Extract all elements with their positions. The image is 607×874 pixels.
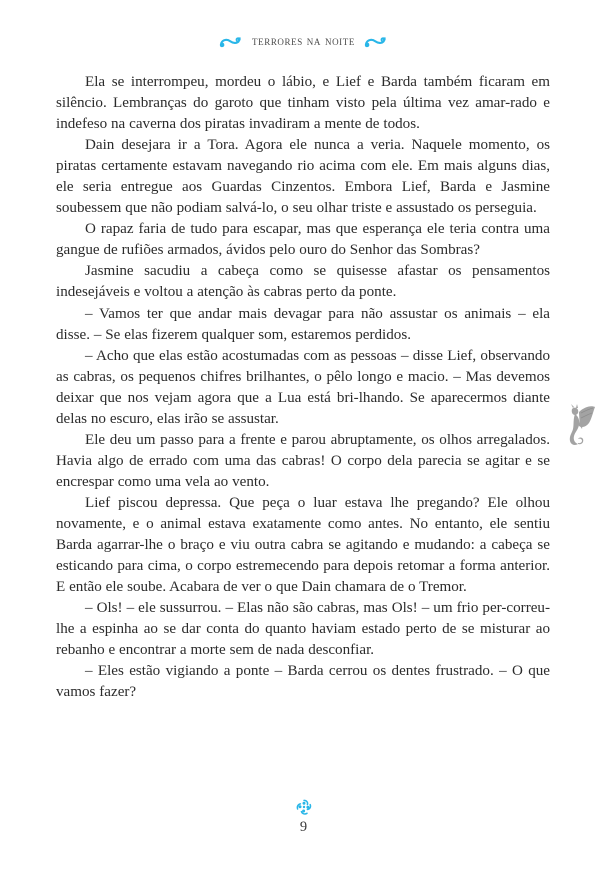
paragraph: – Ols! – ele sussurrou. – Elas não são cabras, mas Ols! – um frio per-correu-lhe a espinha ao se dar conta do quanto haviam estado perto de se misturar ao rebanho e encontrar a morte sem de nada desconfiar.: [56, 600, 550, 659]
paragraph: – Eles estão vigiando a ponte – Barda cerrou os dentes frustrado. – O que vamos fazer?: [56, 663, 550, 701]
page-footer: [0, 798, 607, 836]
paragraph: – Vamos ter que andar mais devagar para não assustar os animais – ela disse. – Se elas fizerem qualquer som, estaremos perdidos.: [56, 305, 550, 343]
swirl-ornament-left: [219, 35, 243, 47]
running-header-title: terrores na noite: [252, 33, 355, 48]
running-header: [0, 30, 607, 52]
paragraph: – Acho que elas estão acostumadas com as pessoas – disse Lief, observando as cabras, os pequenos chifres brilhantes, o pêlo longo e macio. – Mas devemos deixar que nos vejam agora que a Lua está bri-lhando. Se aparecermos diante delas no escuro, elas irão se assustar.: [56, 347, 550, 427]
paragraph: Dain desejara ir a Tora. Agora ele nunca a veria. Naquele momento, os piratas certamente estavam navegando rio acima com ele. Em mais alguns dias, ele seria entregue aos Guardas Cinzentos. Embora Lief, Barda e Jasmine soubessem que não podiam salvá-lo, o seu olhar triste e assustado os perseguia.: [56, 137, 550, 217]
swirl-ornament-right: [364, 35, 388, 47]
rosette-icon: [295, 798, 312, 815]
paragraph: O rapaz faria de tudo para escapar, mas que esperança ele teria contra uma gangue de rufiões armados, ávidos pelo ouro do Senhor das Sombras?: [56, 221, 550, 259]
dragon-icon: [562, 402, 598, 450]
paragraph: Ele deu um passo para a frente e parou abruptamente, os olhos arregalados. Havia algo de errado com uma das cabras! O corpo dela parecia se agitar e se encrespar como uma vela ao vento.: [56, 431, 550, 490]
paragraph: Jasmine sacudiu a cabeça como se quisesse afastar os pensamentos indesejáveis e voltou a atenção às cabras perto da ponte.: [56, 263, 550, 301]
paragraph: Lief piscou depressa. Que peça o luar estava lhe pregando? Ele olhou novamente, e o animal estava exatamente como antes. No entanto, ele sentiu Barda agarrar-lhe o braço e viu outra cabra se agitando e mudando: a cabeça se esticando para cima, o corpo estremecendo para depois retomar a forma anterior. E então ele soube. Acabara de ver o que Dain chamara de o Tremor.: [56, 494, 550, 596]
paragraph: Ela se interrompeu, mordeu o lábio, e Lief e Barda também ficaram em silêncio. Lembranças do garoto que tinham visto pela última vez amar-rado e indefeso na caverna dos piratas invadiram a mente de todos.: [56, 74, 550, 133]
page-number: 9: [299, 819, 308, 835]
body-text-block: [56, 72, 550, 703]
